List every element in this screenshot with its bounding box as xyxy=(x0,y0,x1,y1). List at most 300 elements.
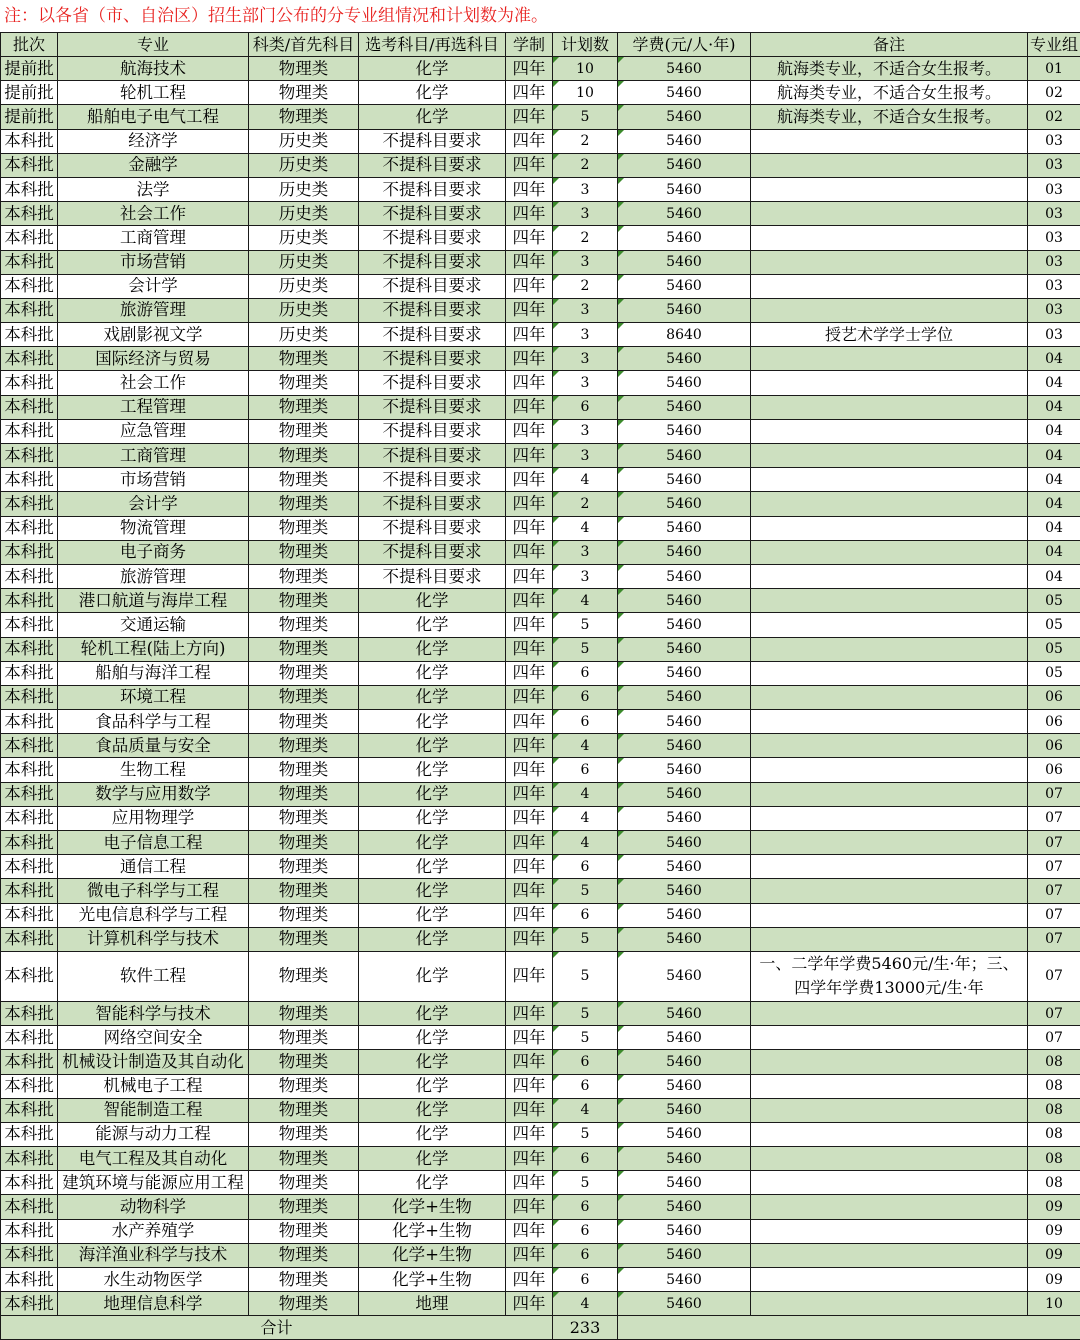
cell-batch: 本科批 xyxy=(1,226,58,250)
cell-plan: 4 xyxy=(553,806,618,830)
cell-subject: 化学 xyxy=(359,855,506,879)
table-row xyxy=(1,1195,1080,1219)
cell-remark xyxy=(751,782,1028,806)
cell-group: 09 xyxy=(1028,1268,1080,1292)
cell-group: 03 xyxy=(1028,202,1080,226)
cell-remark: 航海类专业，不适合女生报考。 xyxy=(751,105,1028,129)
cell-plan: 6 xyxy=(553,1243,618,1267)
cell-category: 物理类 xyxy=(249,758,359,782)
cell-category: 物理类 xyxy=(249,347,359,371)
cell-remark xyxy=(751,927,1028,951)
cell-subject: 化学 xyxy=(359,806,506,830)
table-row xyxy=(1,661,1080,685)
cell-major: 环境工程 xyxy=(58,685,249,709)
cell-major: 光电信息科学与工程 xyxy=(58,903,249,927)
cell-group: 09 xyxy=(1028,1243,1080,1267)
cell-major: 地理信息科学 xyxy=(58,1292,249,1316)
cell-duration: 四年 xyxy=(506,1147,553,1171)
total-empty xyxy=(618,1316,1080,1340)
cell-major: 经济学 xyxy=(58,129,249,153)
cell-duration: 四年 xyxy=(506,831,553,855)
cell-subject: 不提科目要求 xyxy=(359,226,506,250)
cell-fee: 5460 xyxy=(618,1268,751,1292)
table-row xyxy=(1,831,1080,855)
cell-subject: 不提科目要求 xyxy=(359,274,506,298)
total-label: 合计 xyxy=(1,1316,553,1340)
table-row xyxy=(1,564,1080,588)
cell-plan: 5 xyxy=(553,105,618,129)
cell-fee: 5460 xyxy=(618,710,751,734)
cell-category: 物理类 xyxy=(249,855,359,879)
cell-major: 旅游管理 xyxy=(58,564,249,588)
cell-batch: 本科批 xyxy=(1,1219,58,1243)
cell-category: 物理类 xyxy=(249,371,359,395)
cell-major: 智能科学与技术 xyxy=(58,1001,249,1025)
cell-subject: 化学 xyxy=(359,710,506,734)
cell-subject: 化学 xyxy=(359,782,506,806)
cell-duration: 四年 xyxy=(506,903,553,927)
table-row xyxy=(1,1268,1080,1292)
cell-subject: 化学 xyxy=(359,81,506,105)
table-row xyxy=(1,1001,1080,1025)
cell-duration: 四年 xyxy=(506,153,553,177)
table-row xyxy=(1,637,1080,661)
cell-plan: 5 xyxy=(553,1171,618,1195)
cell-batch: 本科批 xyxy=(1,419,58,443)
cell-remark xyxy=(751,347,1028,371)
cell-remark xyxy=(751,395,1028,419)
cell-group: 09 xyxy=(1028,1195,1080,1219)
cell-plan: 6 xyxy=(553,855,618,879)
cell-batch: 本科批 xyxy=(1,371,58,395)
cell-batch: 本科批 xyxy=(1,1001,58,1025)
cell-major: 法学 xyxy=(58,177,249,201)
cell-fee: 5460 xyxy=(618,879,751,903)
cell-remark xyxy=(751,1219,1028,1243)
cell-plan: 10 xyxy=(553,81,618,105)
cell-category: 物理类 xyxy=(249,613,359,637)
cell-major: 生物工程 xyxy=(58,758,249,782)
cell-remark xyxy=(751,613,1028,637)
cell-major: 戏剧影视文学 xyxy=(58,323,249,347)
cell-subject: 化学 xyxy=(359,685,506,709)
cell-group: 07 xyxy=(1028,927,1080,951)
cell-major: 市场营销 xyxy=(58,468,249,492)
cell-duration: 四年 xyxy=(506,81,553,105)
header-plan: 计划数 xyxy=(553,33,618,57)
cell-batch: 本科批 xyxy=(1,323,58,347)
cell-fee: 5460 xyxy=(618,57,751,81)
table-row xyxy=(1,347,1080,371)
cell-remark xyxy=(751,1050,1028,1074)
cell-plan: 4 xyxy=(553,1292,618,1316)
cell-fee: 5460 xyxy=(618,371,751,395)
cell-category: 物理类 xyxy=(249,1268,359,1292)
cell-remark xyxy=(751,1292,1028,1316)
cell-duration: 四年 xyxy=(506,589,553,613)
cell-remark xyxy=(751,202,1028,226)
table-row xyxy=(1,492,1080,516)
cell-duration: 四年 xyxy=(506,226,553,250)
cell-fee: 5460 xyxy=(618,927,751,951)
cell-plan: 4 xyxy=(553,468,618,492)
cell-major: 水产养殖学 xyxy=(58,1219,249,1243)
cell-duration: 四年 xyxy=(506,492,553,516)
cell-plan: 4 xyxy=(553,516,618,540)
cell-fee: 5460 xyxy=(618,1098,751,1122)
cell-major: 物流管理 xyxy=(58,516,249,540)
cell-major: 机械电子工程 xyxy=(58,1074,249,1098)
cell-duration: 四年 xyxy=(506,347,553,371)
cell-major: 机械设计制造及其自动化 xyxy=(58,1050,249,1074)
cell-batch: 本科批 xyxy=(1,927,58,951)
cell-plan: 5 xyxy=(553,879,618,903)
cell-group: 04 xyxy=(1028,540,1080,564)
cell-plan: 4 xyxy=(553,734,618,758)
cell-duration: 四年 xyxy=(506,1001,553,1025)
header-subject: 选考科目/再选科目 xyxy=(359,33,506,57)
table-row xyxy=(1,250,1080,274)
cell-remark xyxy=(751,274,1028,298)
cell-major: 轮机工程 xyxy=(58,81,249,105)
cell-plan: 6 xyxy=(553,710,618,734)
cell-plan: 3 xyxy=(553,202,618,226)
cell-fee: 5460 xyxy=(618,782,751,806)
cell-batch: 本科批 xyxy=(1,274,58,298)
cell-category: 历史类 xyxy=(249,298,359,322)
cell-remark xyxy=(751,661,1028,685)
cell-fee: 8640 xyxy=(618,323,751,347)
cell-group: 06 xyxy=(1028,758,1080,782)
cell-plan: 4 xyxy=(553,589,618,613)
cell-category: 历史类 xyxy=(249,226,359,250)
cell-group: 07 xyxy=(1028,831,1080,855)
note-text: 注：以各省（市、自治区）招生部门公布的分专业组情况和计划数为准。 xyxy=(0,0,1080,32)
cell-plan: 6 xyxy=(553,1050,618,1074)
cell-duration: 四年 xyxy=(506,927,553,951)
cell-subject: 不提科目要求 xyxy=(359,177,506,201)
cell-remark xyxy=(751,1001,1028,1025)
cell-batch: 本科批 xyxy=(1,1268,58,1292)
cell-plan: 3 xyxy=(553,564,618,588)
table-row xyxy=(1,1219,1080,1243)
table-row xyxy=(1,1026,1080,1050)
cell-remark xyxy=(751,516,1028,540)
cell-category: 历史类 xyxy=(249,274,359,298)
cell-duration: 四年 xyxy=(506,516,553,540)
cell-remark xyxy=(751,298,1028,322)
cell-category: 物理类 xyxy=(249,685,359,709)
cell-major: 国际经济与贸易 xyxy=(58,347,249,371)
table-row xyxy=(1,685,1080,709)
cell-major: 市场营销 xyxy=(58,250,249,274)
table-row xyxy=(1,202,1080,226)
cell-remark xyxy=(751,1122,1028,1146)
cell-duration: 四年 xyxy=(506,177,553,201)
cell-fee: 5460 xyxy=(618,226,751,250)
cell-remark xyxy=(751,1268,1028,1292)
cell-duration: 四年 xyxy=(506,395,553,419)
cell-remark xyxy=(751,879,1028,903)
cell-plan: 6 xyxy=(553,395,618,419)
table-row xyxy=(1,1243,1080,1267)
table-row xyxy=(1,81,1080,105)
cell-major: 旅游管理 xyxy=(58,298,249,322)
table-row xyxy=(1,226,1080,250)
cell-duration: 四年 xyxy=(506,250,553,274)
cell-group: 09 xyxy=(1028,1219,1080,1243)
cell-duration: 四年 xyxy=(506,637,553,661)
cell-fee: 5460 xyxy=(618,1050,751,1074)
table-row xyxy=(1,1292,1080,1316)
cell-duration: 四年 xyxy=(506,879,553,903)
cell-major: 建筑环境与能源应用工程 xyxy=(58,1171,249,1195)
cell-plan: 3 xyxy=(553,419,618,443)
cell-batch: 本科批 xyxy=(1,1292,58,1316)
cell-major: 航海技术 xyxy=(58,57,249,81)
cell-fee: 5460 xyxy=(618,347,751,371)
table-row xyxy=(1,879,1080,903)
cell-major: 船舶与海洋工程 xyxy=(58,661,249,685)
cell-group: 04 xyxy=(1028,516,1080,540)
cell-batch: 本科批 xyxy=(1,685,58,709)
cell-batch: 本科批 xyxy=(1,758,58,782)
cell-fee: 5460 xyxy=(618,1292,751,1316)
cell-batch: 本科批 xyxy=(1,1243,58,1267)
cell-category: 物理类 xyxy=(249,1147,359,1171)
cell-major: 工商管理 xyxy=(58,444,249,468)
cell-plan: 2 xyxy=(553,153,618,177)
cell-plan: 5 xyxy=(553,637,618,661)
cell-category: 历史类 xyxy=(249,177,359,201)
cell-duration: 四年 xyxy=(506,202,553,226)
cell-group: 08 xyxy=(1028,1147,1080,1171)
cell-subject: 不提科目要求 xyxy=(359,395,506,419)
cell-major: 工程管理 xyxy=(58,395,249,419)
cell-remark xyxy=(751,1195,1028,1219)
cell-duration: 四年 xyxy=(506,1074,553,1098)
cell-batch: 本科批 xyxy=(1,782,58,806)
cell-major: 工商管理 xyxy=(58,226,249,250)
cell-group: 06 xyxy=(1028,685,1080,709)
cell-remark xyxy=(751,177,1028,201)
cell-fee: 5460 xyxy=(618,734,751,758)
cell-category: 历史类 xyxy=(249,323,359,347)
cell-category: 物理类 xyxy=(249,105,359,129)
cell-subject: 化学 xyxy=(359,831,506,855)
admission-plan-table xyxy=(0,32,1080,1340)
cell-duration: 四年 xyxy=(506,564,553,588)
cell-plan: 2 xyxy=(553,274,618,298)
cell-major: 能源与动力工程 xyxy=(58,1122,249,1146)
cell-plan: 6 xyxy=(553,758,618,782)
table-row xyxy=(1,1147,1080,1171)
cell-remark xyxy=(751,153,1028,177)
table-row xyxy=(1,758,1080,782)
cell-batch: 本科批 xyxy=(1,129,58,153)
cell-category: 物理类 xyxy=(249,1195,359,1219)
cell-duration: 四年 xyxy=(506,419,553,443)
cell-duration: 四年 xyxy=(506,1122,553,1146)
cell-group: 03 xyxy=(1028,153,1080,177)
cell-category: 物理类 xyxy=(249,57,359,81)
cell-category: 物理类 xyxy=(249,1050,359,1074)
header-remark: 备注 xyxy=(751,33,1028,57)
cell-major: 会计学 xyxy=(58,492,249,516)
cell-batch: 本科批 xyxy=(1,298,58,322)
cell-fee: 5460 xyxy=(618,806,751,830)
table-row xyxy=(1,1050,1080,1074)
cell-batch: 本科批 xyxy=(1,177,58,201)
cell-major: 微电子科学与工程 xyxy=(58,879,249,903)
cell-group: 08 xyxy=(1028,1074,1080,1098)
header-category: 科类/首先科目 xyxy=(249,33,359,57)
cell-duration: 四年 xyxy=(506,710,553,734)
cell-group: 04 xyxy=(1028,395,1080,419)
cell-batch: 本科批 xyxy=(1,395,58,419)
cell-group: 03 xyxy=(1028,298,1080,322)
cell-fee: 5460 xyxy=(618,903,751,927)
cell-batch: 本科批 xyxy=(1,1147,58,1171)
cell-remark xyxy=(751,758,1028,782)
cell-duration: 四年 xyxy=(506,57,553,81)
cell-remark xyxy=(751,855,1028,879)
cell-fee: 5460 xyxy=(618,1074,751,1098)
cell-remark xyxy=(751,589,1028,613)
cell-duration: 四年 xyxy=(506,468,553,492)
table-row xyxy=(1,177,1080,201)
cell-fee: 5460 xyxy=(618,129,751,153)
cell-batch: 本科批 xyxy=(1,831,58,855)
cell-subject: 化学 xyxy=(359,1050,506,1074)
cell-category: 物理类 xyxy=(249,927,359,951)
cell-major: 计算机科学与技术 xyxy=(58,927,249,951)
cell-plan: 4 xyxy=(553,831,618,855)
cell-category: 物理类 xyxy=(249,734,359,758)
cell-fee: 5460 xyxy=(618,395,751,419)
table-row xyxy=(1,274,1080,298)
table-row xyxy=(1,951,1080,1001)
cell-category: 物理类 xyxy=(249,564,359,588)
cell-major: 数学与应用数学 xyxy=(58,782,249,806)
cell-subject: 不提科目要求 xyxy=(359,129,506,153)
cell-duration: 四年 xyxy=(506,1050,553,1074)
cell-group: 06 xyxy=(1028,710,1080,734)
cell-group: 03 xyxy=(1028,226,1080,250)
cell-group: 08 xyxy=(1028,1122,1080,1146)
cell-remark xyxy=(751,1074,1028,1098)
cell-duration: 四年 xyxy=(506,951,553,1001)
cell-category: 物理类 xyxy=(249,395,359,419)
cell-plan: 10 xyxy=(553,57,618,81)
cell-fee: 5460 xyxy=(618,831,751,855)
cell-subject: 化学 xyxy=(359,1026,506,1050)
cell-subject: 化学 xyxy=(359,734,506,758)
cell-category: 物理类 xyxy=(249,540,359,564)
cell-fee: 5460 xyxy=(618,492,751,516)
cell-remark xyxy=(751,1243,1028,1267)
cell-remark xyxy=(751,710,1028,734)
cell-major: 社会工作 xyxy=(58,202,249,226)
cell-group: 04 xyxy=(1028,347,1080,371)
cell-subject: 化学 xyxy=(359,1171,506,1195)
cell-major: 金融学 xyxy=(58,153,249,177)
cell-major: 海洋渔业科学与技术 xyxy=(58,1243,249,1267)
cell-remark xyxy=(751,903,1028,927)
cell-subject: 不提科目要求 xyxy=(359,347,506,371)
cell-remark xyxy=(751,637,1028,661)
cell-batch: 本科批 xyxy=(1,1026,58,1050)
header-major: 专业 xyxy=(58,33,249,57)
cell-batch: 本科批 xyxy=(1,1171,58,1195)
cell-subject: 不提科目要求 xyxy=(359,468,506,492)
cell-subject: 不提科目要求 xyxy=(359,371,506,395)
cell-plan: 5 xyxy=(553,1026,618,1050)
cell-group: 04 xyxy=(1028,564,1080,588)
cell-plan: 2 xyxy=(553,492,618,516)
cell-fee: 5460 xyxy=(618,1219,751,1243)
cell-category: 历史类 xyxy=(249,153,359,177)
cell-fee: 5460 xyxy=(618,1122,751,1146)
cell-plan: 3 xyxy=(553,177,618,201)
cell-group: 07 xyxy=(1028,1026,1080,1050)
cell-fee: 5460 xyxy=(618,685,751,709)
cell-subject: 化学 xyxy=(359,637,506,661)
cell-major: 食品质量与安全 xyxy=(58,734,249,758)
cell-batch: 本科批 xyxy=(1,661,58,685)
cell-batch: 本科批 xyxy=(1,153,58,177)
cell-fee: 5460 xyxy=(618,1195,751,1219)
table-row xyxy=(1,371,1080,395)
cell-category: 物理类 xyxy=(249,951,359,1001)
table-row xyxy=(1,540,1080,564)
cell-remark xyxy=(751,492,1028,516)
cell-plan: 3 xyxy=(553,323,618,347)
cell-subject: 化学 xyxy=(359,1074,506,1098)
cell-category: 物理类 xyxy=(249,903,359,927)
cell-batch: 提前批 xyxy=(1,105,58,129)
cell-subject: 不提科目要求 xyxy=(359,444,506,468)
cell-batch: 提前批 xyxy=(1,57,58,81)
table-row xyxy=(1,1098,1080,1122)
cell-remark xyxy=(751,540,1028,564)
cell-fee: 5460 xyxy=(618,153,751,177)
cell-duration: 四年 xyxy=(506,1243,553,1267)
cell-category: 物理类 xyxy=(249,1001,359,1025)
cell-duration: 四年 xyxy=(506,1292,553,1316)
cell-category: 物理类 xyxy=(249,1171,359,1195)
cell-major: 食品科学与工程 xyxy=(58,710,249,734)
table-row xyxy=(1,782,1080,806)
cell-group: 03 xyxy=(1028,274,1080,298)
table-row xyxy=(1,1122,1080,1146)
cell-remark xyxy=(751,1171,1028,1195)
cell-plan: 5 xyxy=(553,927,618,951)
table-row xyxy=(1,323,1080,347)
cell-subject: 化学 xyxy=(359,1098,506,1122)
cell-subject: 不提科目要求 xyxy=(359,323,506,347)
cell-plan: 6 xyxy=(553,1074,618,1098)
cell-batch: 本科批 xyxy=(1,540,58,564)
table-row xyxy=(1,1171,1080,1195)
cell-duration: 四年 xyxy=(506,371,553,395)
cell-group: 02 xyxy=(1028,105,1080,129)
table-row xyxy=(1,516,1080,540)
cell-batch: 本科批 xyxy=(1,637,58,661)
cell-duration: 四年 xyxy=(506,855,553,879)
cell-batch: 提前批 xyxy=(1,81,58,105)
cell-group: 04 xyxy=(1028,419,1080,443)
